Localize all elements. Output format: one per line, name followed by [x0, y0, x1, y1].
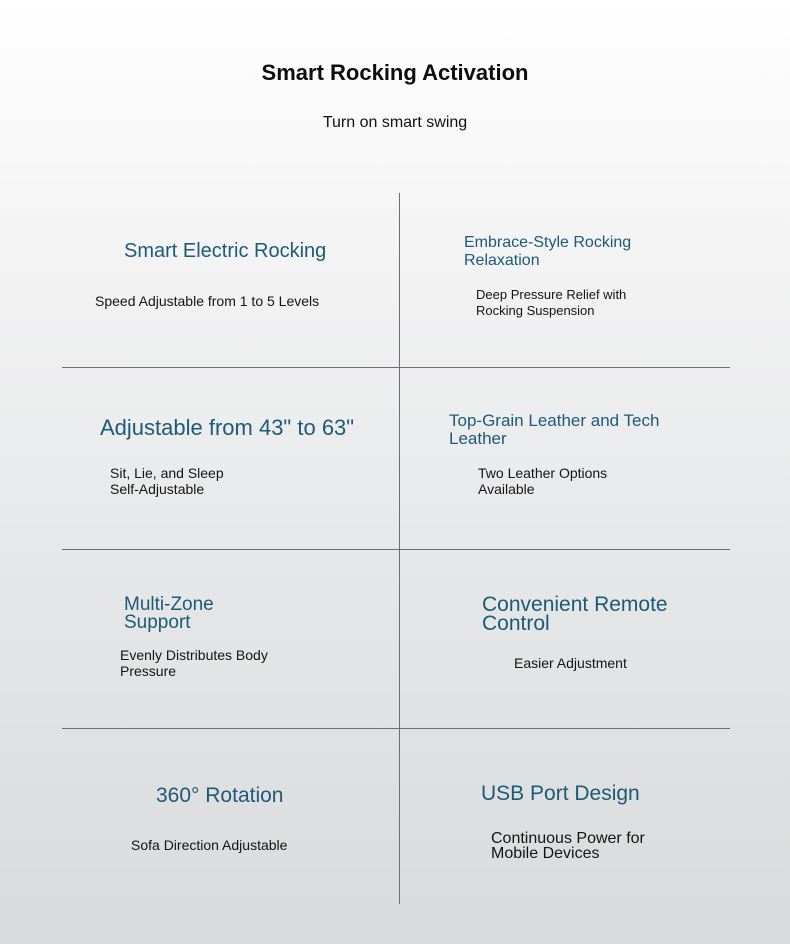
page-title: Smart Rocking Activation — [261, 60, 529, 85]
page-subtitle: Turn on smart swing — [322, 114, 468, 131]
feature-remote-control — [482, 595, 682, 633]
feature-title: Adjustable from 43" to 63" — [100, 415, 355, 440]
feature-description: Sofa Direction Adjustable — [131, 837, 288, 853]
feature-title: Convenient Remote Control — [482, 593, 668, 635]
feature-title: USB Port Design — [481, 782, 640, 805]
feature-leather-options — [449, 412, 674, 448]
feature-title: Embrace-Style Rocking Relaxation — [464, 234, 632, 269]
grid-divider-horizontal — [62, 367, 730, 368]
feature-description: Speed Adjustable from 1 to 5 Levels — [95, 293, 320, 309]
grid-divider-horizontal — [62, 728, 730, 729]
feature-usb-port — [481, 783, 640, 804]
feature-embrace-rocking — [464, 234, 664, 270]
feature-adjustable-length — [100, 417, 354, 439]
feature-title: Smart Electric Rocking — [124, 240, 327, 262]
feature-multi-zone-support — [124, 596, 234, 632]
grid-divider-horizontal — [62, 549, 730, 550]
feature-smart-electric-rocking — [124, 241, 326, 261]
feature-title: 360° Rotation — [156, 784, 284, 807]
feature-description: Two Leather Options Available — [478, 465, 608, 497]
feature-title: Top-Grain Leather and Tech Leather — [449, 411, 660, 448]
feature-description: Easier Adjustment — [514, 655, 627, 671]
feature-description: Sit, Lie, and Sleep Self-Adjustable — [110, 465, 224, 497]
feature-360-rotation — [156, 785, 284, 806]
feature-description: Evenly Distributes Body Pressure — [120, 647, 268, 679]
feature-title: Multi-Zone Support — [124, 594, 214, 633]
feature-description: Deep Pressure Relief with Rocking Suspension — [476, 287, 627, 318]
feature-description: Continuous Power for Mobile Devices — [491, 830, 645, 862]
